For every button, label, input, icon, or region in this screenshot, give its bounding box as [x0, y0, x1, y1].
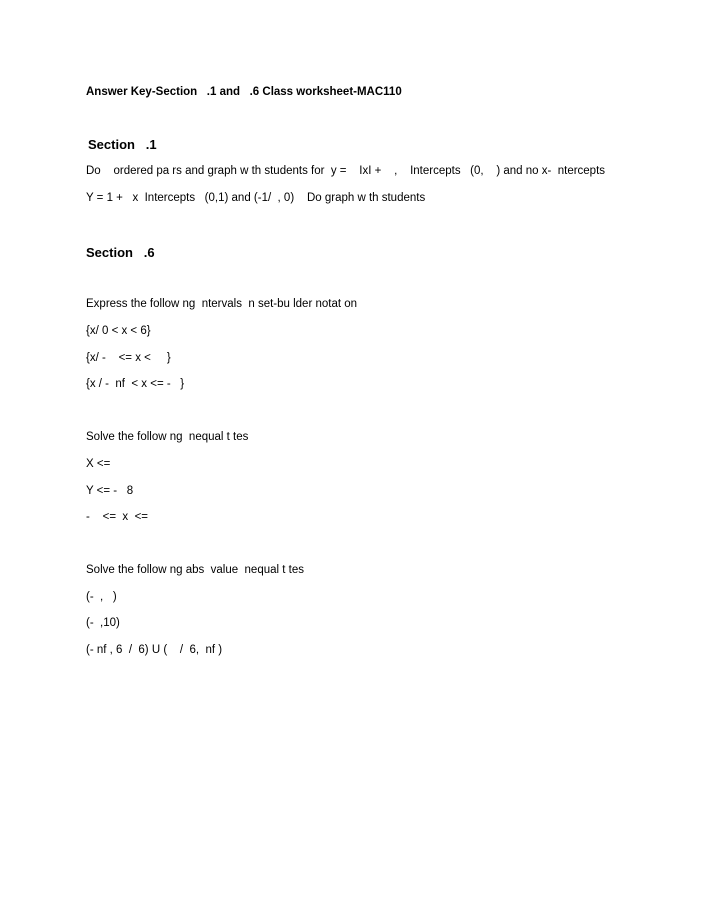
section-1-line-2: Y = 1 + x Intercepts (0,1) and (-1/ , 0) Do graph w th students — [86, 192, 426, 204]
section-1-heading: Section .1 — [88, 137, 157, 152]
section-1-line-1: Do ordered pa rs and graph w th students for y = IxI + , Intercepts (0, ) and no x- ntercepts — [86, 165, 606, 177]
interval-answer-1: {x/ 0 < x < 6} — [86, 325, 151, 337]
abs-answer-1: (- , ) — [86, 591, 117, 603]
interval-answer-2: {x/ - <= x < } — [86, 352, 171, 364]
interval-answer-3: {x / - nf < x <= - } — [86, 378, 185, 390]
inequality-answer-2: Y <= - 8 — [86, 485, 134, 497]
inequalities-prompt: Solve the follow ng nequal t tes — [86, 431, 249, 443]
inequality-answer-3: - <= x <= — [86, 511, 149, 523]
abs-inequalities-prompt: Solve the follow ng abs value nequal t tes — [86, 564, 305, 576]
abs-answer-3: (- nf , 6 / 6) U ( / 6, nf ) — [86, 644, 223, 656]
abs-answer-2: (- ,10) — [86, 617, 120, 629]
section-6-heading: Section .6 — [86, 245, 155, 260]
intervals-prompt: Express the follow ng ntervals n set-bu lder notat on — [86, 298, 358, 310]
inequality-answer-1: X <= — [86, 458, 111, 470]
document-title: Answer Key-Section .1 and .6 Class worksheet-MAC110 — [86, 86, 402, 98]
